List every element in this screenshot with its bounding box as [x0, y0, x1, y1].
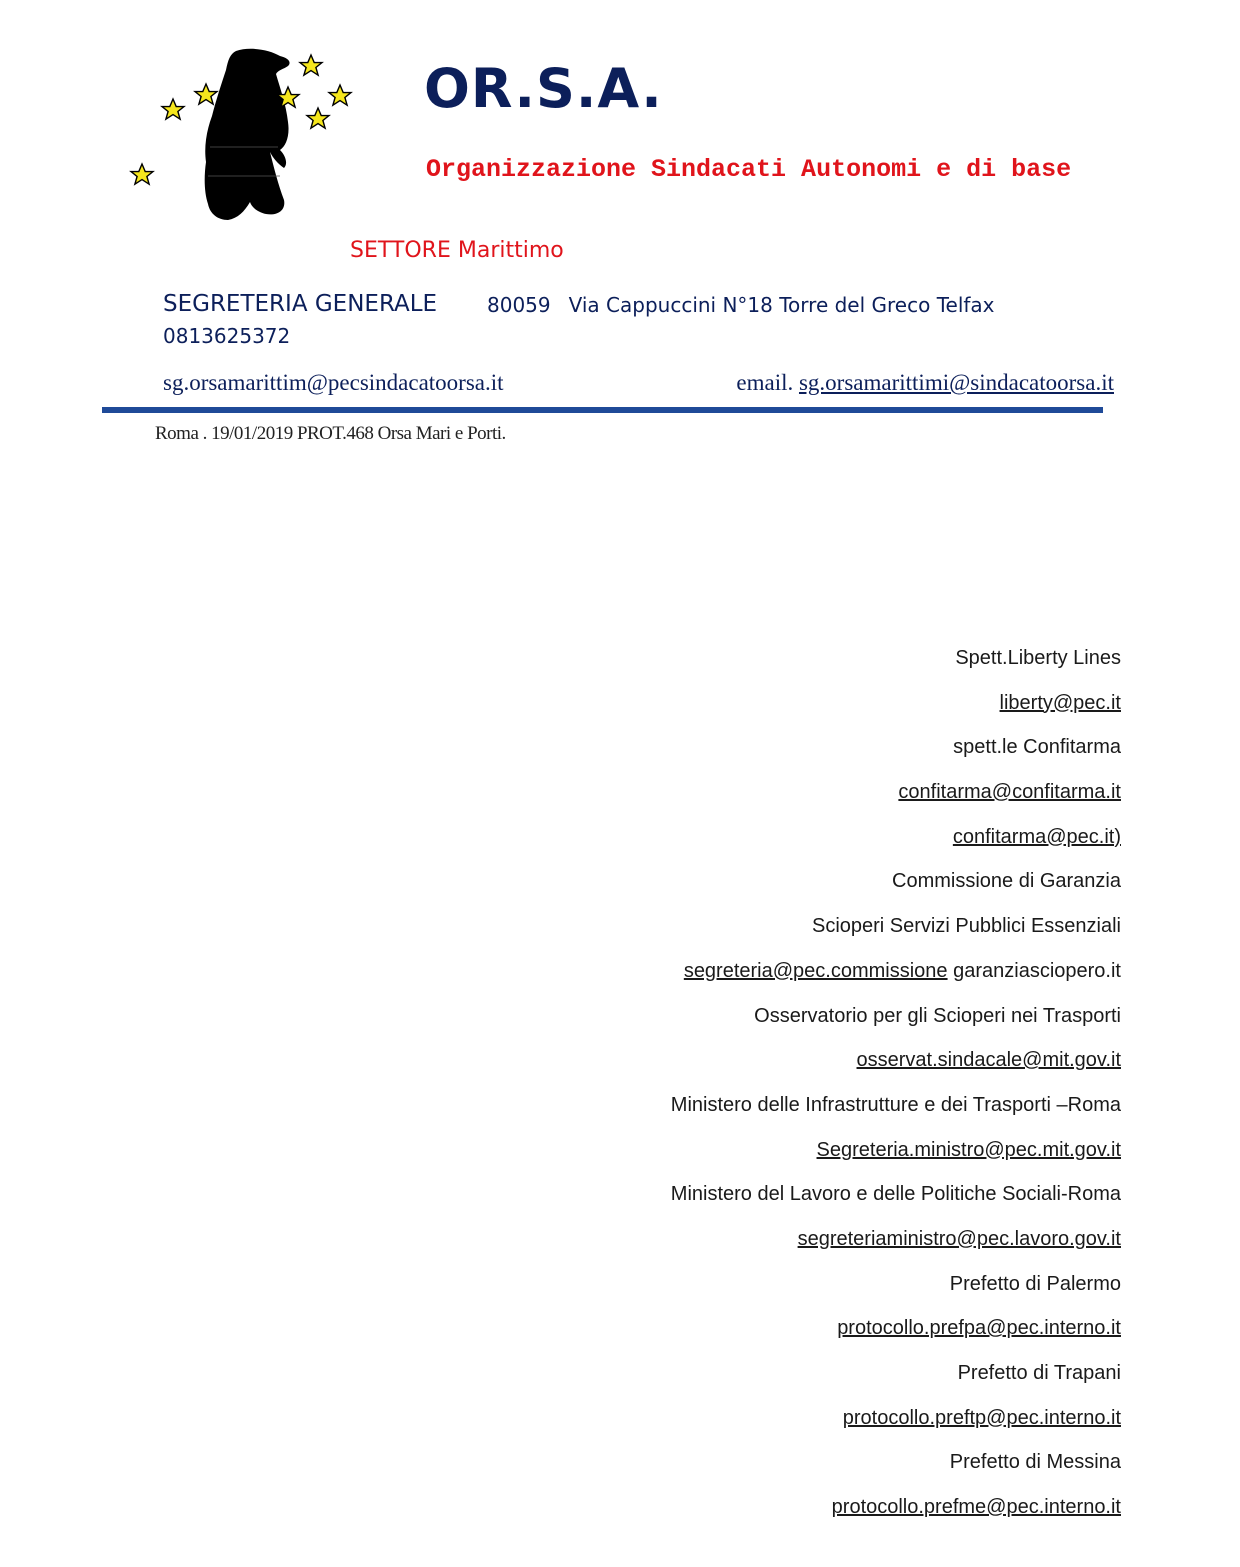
- recipient-name: Prefetto di Messina: [949, 1451, 1121, 1474]
- sector-title: SETTORE Marittimo: [350, 238, 564, 263]
- recipient-name: Commissione di Garanzia: [892, 870, 1121, 893]
- email-suffix: garanziasciopero.it: [947, 959, 1121, 982]
- email-link[interactable]: liberty@pec.it: [999, 691, 1121, 714]
- email-link[interactable]: protocollo.preftp@pec.interno.it: [842, 1406, 1121, 1429]
- phone-number: 0813625372: [163, 324, 291, 348]
- email-link[interactable]: confitarma@confitarma.it: [898, 781, 1121, 804]
- protocol-line: Roma . 19/01/2019 PROT.468 Orsa Mari e Porti.: [155, 423, 506, 444]
- email-link[interactable]: Segreteria.ministro@pec.mit.gov.it: [816, 1138, 1121, 1161]
- recipient-list: [671, 645, 1121, 1539]
- header-divider: [102, 407, 1103, 413]
- email-line: [736, 370, 1114, 396]
- email-link[interactable]: osservat.sindacale@mit.gov.it: [856, 1049, 1121, 1072]
- street-address: Via Cappuccini N°18 Torre del Greco Telfax: [568, 293, 995, 317]
- recipient-email: [671, 824, 1121, 869]
- email-link[interactable]: sg.orsamarittimi@sindacatoorsa.it: [798, 370, 1114, 395]
- bear-with-stars-logo-icon: [128, 44, 360, 226]
- recipient-email: [671, 1315, 1121, 1360]
- organization-full-name: Organizzazione Sindacati Autonomi e di base: [426, 155, 1072, 184]
- recipient-email: [671, 1047, 1121, 1092]
- recipient-name: Ministero del Lavoro e delle Politiche Sociali-Roma: [670, 1183, 1121, 1206]
- email-link[interactable]: protocollo.prefme@pec.interno.it: [831, 1496, 1121, 1519]
- email-link[interactable]: protocollo.prefpa@pec.interno.it: [837, 1317, 1121, 1340]
- recipient-email: [671, 1405, 1121, 1450]
- recipient-email: [671, 1226, 1121, 1271]
- email-link[interactable]: confitarma@pec.it): [952, 825, 1121, 848]
- recipient-name: Scioperi Servizi Pubblici Essenziali: [811, 915, 1121, 938]
- recipient-email: [671, 1494, 1121, 1539]
- recipient-name: Prefetto di Trapani: [957, 1362, 1121, 1384]
- pec-address: sg.orsamarittim@pecsindacatoorsa.it: [163, 370, 504, 395]
- recipient-name: Ministero delle Infrastrutture e dei Trasporti –Roma: [670, 1093, 1121, 1116]
- postcode: 80059: [487, 293, 551, 317]
- recipient-name: Prefetto di Palermo: [949, 1272, 1121, 1295]
- email-label: email.: [736, 370, 794, 395]
- address-line: [487, 293, 995, 317]
- organization-acronym: OR.S.A.: [424, 57, 663, 120]
- email-link[interactable]: segreteria@pec.commissione: [683, 959, 948, 982]
- recipient-name: spett.le Confitarma: [953, 736, 1121, 759]
- recipient-email: [671, 779, 1121, 824]
- recipient-name: Osservatorio per gli Scioperi nei Trasporti: [754, 1004, 1121, 1027]
- recipient-email: [671, 1137, 1121, 1182]
- recipient-email: [671, 958, 1121, 1003]
- secretariat-label: SEGRETERIA GENERALE: [163, 291, 438, 317]
- recipient-name: Spett.Liberty Lines: [955, 647, 1121, 669]
- recipient-email: [671, 690, 1121, 735]
- email-link[interactable]: segreteriaministro@pec.lavoro.gov.it: [797, 1227, 1121, 1250]
